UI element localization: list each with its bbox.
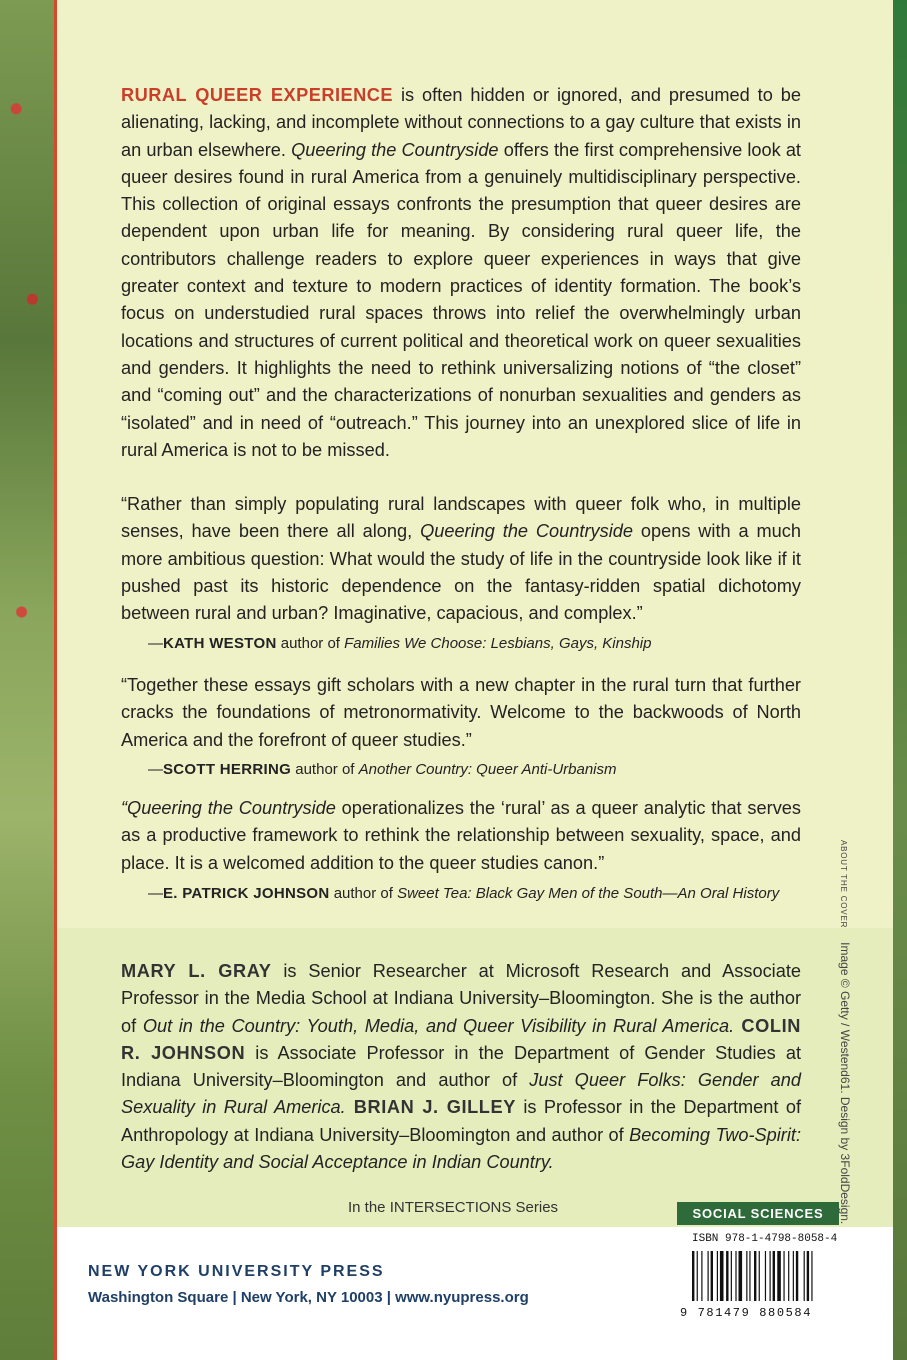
subject-badge: SOCIAL SCIENCES bbox=[677, 1202, 839, 1225]
isbn: ISBN 978-1-4798-8058-4 bbox=[692, 1233, 838, 1245]
series-label: In the INTERSECTIONS Series bbox=[348, 1199, 559, 1216]
publisher-name: NEW YORK UNIVERSITY PRESS bbox=[88, 1263, 385, 1280]
orchard-photo-left bbox=[0, 0, 54, 1360]
book-title: Queering the Countryside bbox=[291, 139, 499, 160]
blurb-johnson: “Queering the Countryside operationalizes the ‘rural’ as a queer analytic that serves as a productive framework to rethink the relationship between sexuality, space, and place. It is a welcomed addition to the queer studies canon.” bbox=[121, 798, 801, 873]
blurb-herring: “Together these essays gift scholars with a new chapter in the rural turn that further cracks the foundations of metronormativity. Welcome to the backwoods of North America and the forefront of queer studies.” bbox=[121, 675, 801, 750]
blurb-attribution: —KATH WESTON author of Families We Choose: Lesbians, Gays, Kinship bbox=[148, 635, 652, 652]
blurb-attribution: —E. PATRICK JOHNSON author of Sweet Tea: Black Gay Men of the South—An Oral History bbox=[148, 885, 780, 902]
cover-credit: ABOUT THE COVERImage © Getty / Westend61. Design by 3FoldDesign. bbox=[838, 840, 852, 1225]
author-bios: MARY L. GRAY is Senior Researcher at Microsoft Research and Associate Professor in the Media School at Indiana University–Bloomington. She is the author of Out in the Country: Youth, Media, and Queer Visibility in Rural America. COLIN R. JOHNSON is Associate Professor in the Department of Gender Studies at Indiana University–Bloomington and author of Just Queer Folks: Gender and Sexuality in Rural America. BRIAN J. GILLEY is Professor in the Department of Anthropology at Indiana University–Bloomington and author of Becoming Two-Spirit: Gay Identity and Social Acceptance in Indian Country. bbox=[121, 961, 802, 1173]
description-lead: RURAL QUEER EXPERIENCE bbox=[121, 85, 394, 105]
barcode-digits: 9 781479 880584 bbox=[680, 1306, 813, 1320]
blurb-attribution: —SCOTT HERRING author of Another Country: Queer Anti-Urbanism bbox=[148, 761, 617, 778]
description: RURAL QUEER EXPERIENCE is often hidden or ignored, and presumed to be alienating, lacking, and incomplete without connections to a gay culture that exists in an urban elsewhere. Queering the Countryside offers the first comprehensive look at queer desires found in rural America from a genuinely multidisciplinary perspective. This collection of original essays confronts the presumption that queer desires are dependent upon urban life for meaning. By considering rural queer life, the contributors challenge readers to explore queer experiences in ways that give greater context and texture to modern practices of identity formation. The book’s focus on understudied rural spaces throws into relief the overwhelmingly urban locations and structures of current political and theoretical work on queer sexualities and genders. It highlights the need to rethink universalizing notions of “the closet” and “coming out” and the characterizations of nonurban sexualities and genders as “isolated” and in need of “outreach.” This journey into an unexplored slice of life in rural America is not to be missed. bbox=[121, 85, 801, 460]
blurb-weston: “Rather than simply populating rural landscapes with queer folk who, in multiple senses, have been there all along, Queering the Countryside opens with a much more ambitious question: What would the study of life in the countryside look like if it pushed past its historic dependence on the fantasy-ridden spatial dichotomy between rural and urban? Imaginative, capacious, and complex.” bbox=[121, 494, 801, 624]
orchard-photo-right bbox=[893, 0, 907, 1360]
barcode bbox=[692, 1251, 840, 1301]
publisher-address: Washington Square | New York, NY 10003 | www.nyupress.org bbox=[88, 1289, 529, 1306]
